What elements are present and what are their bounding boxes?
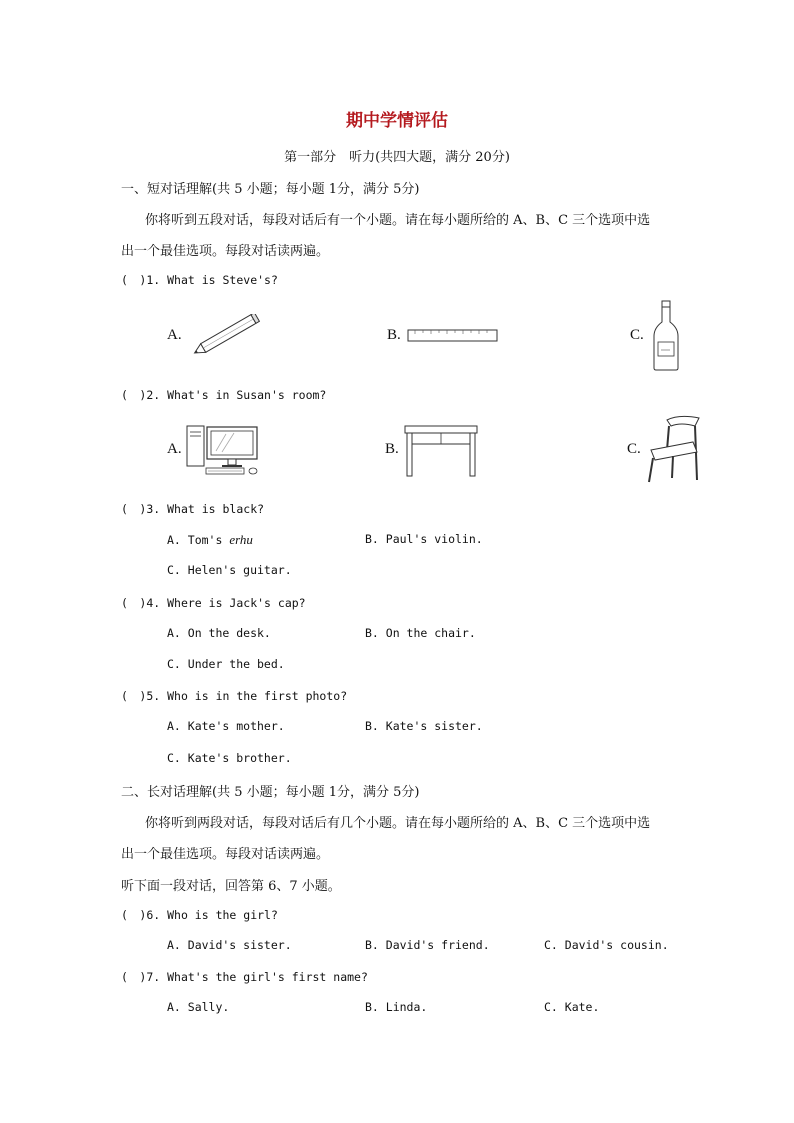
- q3-option-a-text: A. Tom's: [167, 533, 230, 547]
- bottle-icon: [650, 300, 682, 372]
- q1-option-b-label: B.: [387, 327, 401, 343]
- question-6: ( )6. Who is the girl?: [121, 908, 278, 922]
- q2-option-a-label: A.: [167, 441, 182, 457]
- q3-option-c: C. Helen's guitar.: [167, 563, 292, 577]
- computer-icon: [186, 424, 262, 476]
- desk-icon: [404, 424, 478, 478]
- q5-option-a: A. Kate's mother.: [167, 719, 285, 733]
- q4-option-b: B. On the chair.: [365, 626, 476, 640]
- q7-option-c: C. Kate.: [544, 1000, 600, 1014]
- q4-option-a: A. On the desk.: [167, 626, 271, 640]
- page-title: 期中学情评估: [346, 111, 448, 131]
- question-4: ( )4. Where is Jack's cap?: [121, 596, 306, 610]
- section2-dialogue-note: 听下面一段对话，回答第 6、7 小题。: [121, 879, 341, 894]
- ruler-icon: [407, 328, 499, 344]
- q6-option-a: A. David's sister.: [167, 938, 292, 952]
- q2-option-c-label: C.: [627, 441, 641, 457]
- q6-option-b: B. David's friend.: [365, 938, 490, 952]
- q4-option-c: C. Under the bed.: [167, 657, 285, 671]
- section2-instruction: 你将听到两段对话，每段对话后有几个小题。请在每小题所给的 A、B、C 三个选项中选: [145, 816, 651, 831]
- question-2: ( )2. What's in Susan's room?: [121, 388, 327, 402]
- section2-heading: 二、长对话理解(共 5 小题；每小题 1分，满分 5分): [121, 785, 420, 800]
- question-3: ( )3. What is black?: [121, 502, 265, 516]
- q3-option-a: [167, 532, 253, 548]
- chair-icon: [645, 414, 703, 484]
- question-5: ( )5. Who is in the first photo?: [121, 689, 348, 703]
- q7-option-a: A. Sally.: [167, 1000, 230, 1014]
- q6-option-c: C. David's cousin.: [544, 938, 669, 952]
- section1-heading: 一、短对话理解(共 5 小题；每小题 1分，满分 5分): [121, 182, 420, 197]
- pencil-icon: [184, 314, 264, 358]
- q5-option-b: B. Kate's sister.: [365, 719, 483, 733]
- question-7: ( )7. What's the girl's first name?: [121, 970, 368, 984]
- q7-option-b: B. Linda.: [365, 1000, 428, 1014]
- question-1: ( )1. What is Steve's?: [121, 273, 278, 287]
- section2-instruction-cont: 出一个最佳选项。每段对话读两遍。: [121, 847, 330, 862]
- q3-option-b: B. Paul's violin.: [365, 532, 483, 546]
- part-heading: 第一部分 听力(共四大题，满分 20分): [284, 150, 510, 165]
- section1-instruction: 你将听到五段对话，每段对话后有一个小题。请在每小题所给的 A、B、C 三个选项中选: [145, 213, 651, 228]
- q1-option-c-label: C.: [630, 327, 644, 343]
- q1-option-a-label: A.: [167, 327, 182, 343]
- q5-option-c: C. Kate's brother.: [167, 751, 292, 765]
- q3-option-a-italic: erhu: [229, 532, 253, 547]
- q2-option-b-label: B.: [385, 441, 399, 457]
- section1-instruction-cont: 出一个最佳选项。每段对话读两遍。: [121, 244, 330, 259]
